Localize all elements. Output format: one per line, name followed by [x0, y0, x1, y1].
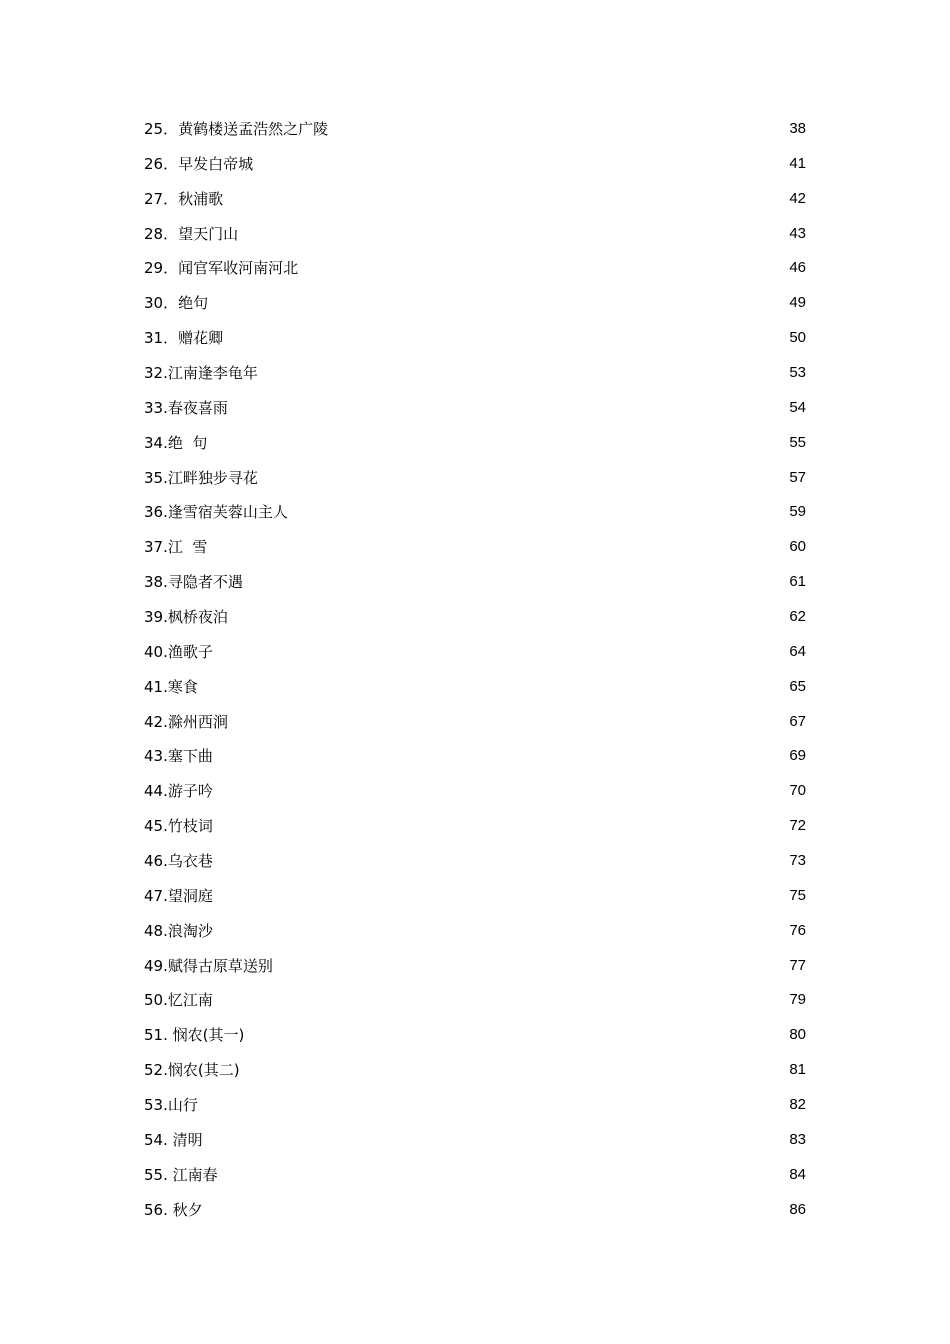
- dot-leader: [206, 1132, 789, 1148]
- dot-leader: [256, 156, 788, 172]
- dot-leader: [331, 121, 788, 137]
- toc-entry-title: 41.寒食: [144, 677, 198, 696]
- toc-entry-page-number: 55: [789, 433, 806, 451]
- toc-entry-title: 34.绝 句: [144, 433, 208, 452]
- toc-entry[interactable]: [144, 564, 806, 599]
- toc-entry-page-number: 73: [789, 851, 806, 869]
- toc-entry[interactable]: [144, 494, 806, 529]
- dot-leader: [216, 888, 788, 904]
- toc-entry[interactable]: [144, 216, 806, 251]
- toc-entry-title: 43.塞下曲: [144, 747, 213, 766]
- toc-entry[interactable]: [144, 1192, 806, 1227]
- toc-entry-title: 48.浪淘沙: [144, 921, 213, 940]
- toc-entry-title: 35.江畔独步寻花: [144, 468, 258, 487]
- toc-entry[interactable]: [144, 390, 806, 425]
- toc-entry[interactable]: [144, 1052, 806, 1087]
- toc-entry-title: 28．望天门山: [144, 224, 239, 243]
- toc-entry-title: 56. 秋夕: [144, 1200, 203, 1219]
- toc-entry-page-number: 59: [789, 503, 806, 521]
- toc-entry[interactable]: [144, 669, 806, 704]
- toc-entry[interactable]: [144, 460, 806, 495]
- toc-entry-title: 31．赠花卿: [144, 329, 224, 348]
- dot-leader: [243, 1063, 789, 1079]
- toc-entry[interactable]: [144, 982, 806, 1017]
- toc-entry[interactable]: [144, 634, 806, 669]
- toc-entry-page-number: 79: [789, 991, 806, 1009]
- toc-entry-title: 55. 江南春: [144, 1165, 218, 1184]
- toc-entry-page-number: 65: [789, 677, 806, 695]
- dot-leader: [226, 191, 788, 207]
- toc-entry-page-number: 77: [789, 956, 806, 974]
- toc-entry[interactable]: [144, 1087, 806, 1122]
- toc-entry-page-number: 41: [789, 154, 806, 172]
- toc-entry-title: 37.江 雪: [144, 538, 208, 557]
- toc-entry[interactable]: [144, 250, 806, 285]
- toc-entry[interactable]: [144, 425, 806, 460]
- toc-entry-title: 54. 清明: [144, 1130, 203, 1149]
- dot-leader: [201, 1097, 788, 1113]
- dot-leader: [231, 714, 788, 730]
- toc-entry[interactable]: [144, 773, 806, 808]
- toc-entry[interactable]: [144, 913, 806, 948]
- toc-entry-title: 26．早发白帝城: [144, 154, 254, 173]
- toc-entry-page-number: 70: [789, 782, 806, 800]
- toc-entry[interactable]: [144, 111, 806, 146]
- toc-entry-title: 40.渔歌子: [144, 642, 213, 661]
- toc-entry-page-number: 50: [789, 329, 806, 347]
- toc-entry-page-number: 64: [789, 642, 806, 660]
- dot-leader: [210, 435, 788, 451]
- toc-entry-page-number: 49: [789, 294, 806, 312]
- toc-entry-page-number: 72: [789, 817, 806, 835]
- toc-entry-page-number: 82: [789, 1095, 806, 1113]
- toc-entry[interactable]: [144, 320, 806, 355]
- dot-leader: [246, 575, 788, 591]
- dot-leader: [211, 296, 788, 312]
- toc-entry-title: 27．秋浦歌: [144, 189, 224, 208]
- toc-entry-page-number: 81: [789, 1061, 806, 1079]
- table-of-contents: [144, 111, 806, 1227]
- toc-entry[interactable]: [144, 529, 806, 564]
- toc-entry[interactable]: [144, 948, 806, 983]
- toc-entry[interactable]: [144, 808, 806, 843]
- toc-entry-title: 30．绝句: [144, 294, 209, 313]
- dot-leader: [201, 679, 788, 695]
- toc-entry-page-number: 75: [789, 886, 806, 904]
- toc-entry-page-number: 38: [789, 119, 806, 137]
- dot-leader: [301, 261, 788, 277]
- toc-entry[interactable]: [144, 878, 806, 913]
- toc-entry[interactable]: [144, 599, 806, 634]
- dot-leader: [291, 505, 788, 521]
- toc-entry-title: 52.悯农(其二): [144, 1061, 240, 1080]
- toc-entry[interactable]: [144, 1122, 806, 1157]
- toc-entry-page-number: 86: [789, 1200, 806, 1218]
- toc-entry-title: 45.竹枝词: [144, 817, 213, 836]
- dot-leader: [216, 644, 788, 660]
- dot-leader: [226, 331, 788, 347]
- toc-entry-page-number: 69: [789, 747, 806, 765]
- toc-entry-title: 44.游子吟: [144, 782, 213, 801]
- toc-entry[interactable]: [144, 355, 806, 390]
- toc-entry-page-number: 42: [789, 189, 806, 207]
- toc-entry-title: 33.春夜喜雨: [144, 398, 228, 417]
- toc-entry-page-number: 83: [789, 1130, 806, 1148]
- toc-entry-page-number: 62: [789, 607, 806, 625]
- toc-entry-title: 47.望洞庭: [144, 886, 213, 905]
- toc-entry[interactable]: [144, 1017, 806, 1052]
- dot-leader: [261, 365, 788, 381]
- toc-entry[interactable]: [144, 704, 806, 739]
- dot-leader: [231, 400, 788, 416]
- toc-entry-page-number: 53: [789, 363, 806, 381]
- toc-entry[interactable]: [144, 285, 806, 320]
- dot-leader: [216, 993, 788, 1009]
- toc-entry-title: 46.乌衣巷: [144, 851, 213, 870]
- dot-leader: [276, 958, 788, 974]
- toc-entry-title: 29．闻官军收河南河北: [144, 259, 299, 278]
- dot-leader: [206, 1202, 789, 1218]
- dot-leader: [216, 923, 788, 939]
- toc-entry-page-number: 46: [789, 259, 806, 277]
- toc-entry-page-number: 60: [789, 538, 806, 556]
- toc-entry-title: 36.逢雪宿芙蓉山主人: [144, 503, 288, 522]
- toc-entry-page-number: 84: [789, 1165, 806, 1183]
- toc-entry-title: 25．黄鹤楼送孟浩然之广陵: [144, 119, 329, 138]
- dot-leader: [261, 470, 788, 486]
- toc-entry-title: 53.山行: [144, 1095, 198, 1114]
- dot-leader: [210, 540, 788, 556]
- dot-leader: [231, 609, 788, 625]
- toc-entry[interactable]: [144, 738, 806, 773]
- toc-entry[interactable]: [144, 181, 806, 216]
- toc-entry-page-number: 57: [789, 468, 806, 486]
- toc-entry-title: 49.赋得古原草送别: [144, 956, 273, 975]
- toc-entry[interactable]: [144, 1157, 806, 1192]
- dot-leader: [216, 853, 788, 869]
- toc-entry-title: 50.忆江南: [144, 991, 213, 1010]
- dot-leader: [247, 1028, 788, 1044]
- toc-entry[interactable]: [144, 146, 806, 181]
- dot-leader: [216, 819, 788, 835]
- toc-entry-title: 32.江南逢李龟年: [144, 363, 258, 382]
- toc-entry-title: 51. 悯农(其一): [144, 1026, 245, 1045]
- toc-entry-page-number: 61: [789, 573, 806, 591]
- toc-entry-page-number: 67: [789, 712, 806, 730]
- dot-leader: [221, 1167, 789, 1183]
- toc-entry-page-number: 80: [789, 1026, 806, 1044]
- dot-leader: [216, 749, 788, 765]
- toc-entry[interactable]: [144, 843, 806, 878]
- toc-entry-page-number: 76: [789, 921, 806, 939]
- toc-entry-page-number: 54: [789, 398, 806, 416]
- toc-entry-title: 38.寻隐者不遇: [144, 573, 243, 592]
- dot-leader: [241, 226, 788, 242]
- dot-leader: [216, 784, 788, 800]
- toc-entry-page-number: 43: [789, 224, 806, 242]
- toc-entry-title: 39.枫桥夜泊: [144, 607, 228, 626]
- toc-entry-title: 42.滁州西涧: [144, 712, 228, 731]
